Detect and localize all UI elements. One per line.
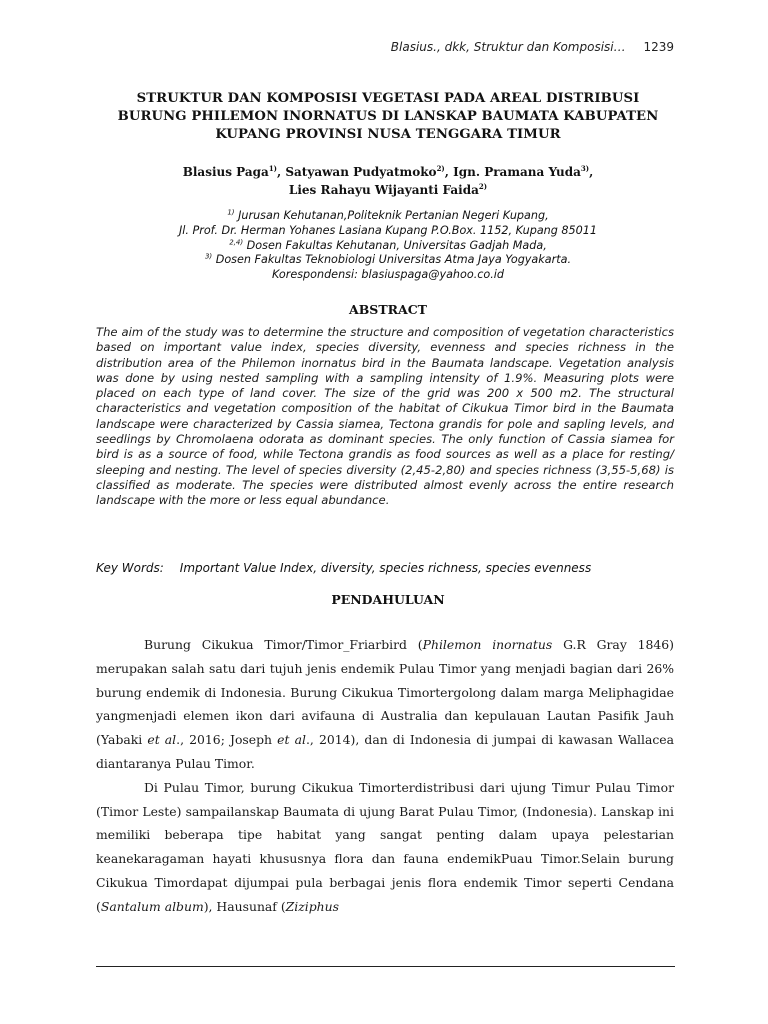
species-name: Ziziphus	[285, 898, 339, 914]
text-run: G.R Gray 1846) merupakan salah satu dari tujuh jenis endemik Pulau Timor yang menjadi bagian dari 26% burung endemik di Indonesia. Burung Cikukua Timortergolong dalam marga Meliphagidae yangmenjadi elemen ikon dari avifauna di Australia dan kepulauan Lautan Pasifik Jauh (Yabaki	[96, 637, 675, 748]
intro-body	[96, 633, 674, 919]
author-name: Lies Rahayu Wijayanti Faida	[288, 183, 479, 197]
author-mark: 2)	[478, 182, 488, 191]
author-line: Blasius Paga$^{1)}$, Satyawan Pudyatmoko$^{2)}$, Ign. Pramana Yuda$^{3)}$,	[182, 164, 594, 179]
affiliation-text: Dosen Fakultas Kehutanan, Universitas Gadjah Mada,	[246, 238, 547, 252]
title-line: STRUKTUR DAN KOMPOSISI VEGETASI PADA AREAL DISTRIBUSI	[136, 91, 640, 106]
title-line: BURUNG PHILEMON INORNATUS DI LANSKAP BAUMATA KABUPATEN	[117, 109, 659, 124]
abstract-text: The aim of the study was to determine the structure and composition of vegetation characteristics based on important value index, species diversity, evenness and species richness in the distribution area of the Philemon inornatus bird in the Baumata landscape. Vegetation analysis was done by using nested sampling with a sampling intensity of 1.9%. Measuring plots were placed on each type of land cover. The size of the grid was 200 x 500 m2. The structural characteristics and vegetation composition of the habitat of Cikukua Timor bird in the Baumata landscape were characterized by Cassia siamea, Tectona grandis for pole and sapling levels, and seedlings by Chromolaena odorata as dominant species. The only function of Cassia siamea for bird is as a source of food, while Tectona grandis as food sources as well as a place for resting/ sleeping and nesting. The level of species diversity (2,45-2,80) and species richness (3,55-5,68) is classified as moderate. The species were distributed almost evenly across the entire research landscape with the more or less equal abundance.	[96, 325, 674, 508]
affiliation-text: Jurusan Kehutanan,Politeknik Pertanian Negeri Kupang,	[238, 209, 549, 222]
intro-heading: PENDAHULUAN	[331, 592, 445, 607]
author-mark: 2)	[436, 164, 445, 173]
title-line: KUPANG PROVINSI NUSA TENGGARA TIMUR	[215, 127, 561, 142]
abstract-body	[96, 325, 674, 509]
running-head	[391, 40, 674, 54]
author-mark: 3)	[580, 164, 590, 173]
keywords	[96, 561, 674, 575]
author-name: Ign. Pramana Yuda	[453, 165, 581, 179]
intro-paragraph-1	[96, 633, 674, 776]
affiliations	[96, 209, 680, 283]
author-mark: 1)	[268, 164, 277, 173]
keywords-label: Key Words:	[96, 561, 164, 575]
affiliation-line	[96, 239, 680, 254]
page-number: 1239	[643, 40, 674, 54]
affiliation-text: Dosen Fakultas Teknobiologi Universitas Atma Jaya Yogyakarta.	[215, 253, 572, 267]
affiliation-mark: 1)	[227, 208, 235, 217]
author-name: Blasius Paga	[182, 165, 269, 179]
author-line	[96, 181, 680, 199]
correspondence-email: Korespondensi: blasiuspaga@yahoo.co.id	[271, 268, 505, 282]
running-head-text: Blasius., dkk, Struktur dan Komposisi…	[390, 40, 626, 54]
text-run: ., 2014), dan di Indonesia di jumpai di kawasan Wallacea diantaranya Pulau Timor.	[96, 732, 675, 771]
keywords-text: Important Value Index, diversity, species richness, species evenness	[179, 561, 592, 575]
text-run: Di Pulau Timor, burung Cikukua Timorterdistribusi dari ujung Timur Pulau Timor (Timor Leste) sampailanskap Baumata di ujung Barat Pulau Timor, (Indonesia). Lanskap ini memiliki beberapa tipe habitat yang sangat penting dalam upaya pelestarian keanekaragaman hayati khususnya flora dan fauna endemikPuau Timor.Selain burung Cikukua Timordapat dijumpai pula berbagai jenis flora endemik Timor seperti Cendana (	[96, 779, 674, 914]
affiliation-line	[96, 253, 680, 268]
intro-paragraph-2	[96, 776, 674, 919]
text-run: Burung Cikukua Timor/Timor_Friarbird (	[144, 637, 423, 652]
author-list	[96, 163, 680, 199]
affiliation-mark: 3)	[204, 252, 213, 261]
paper-title	[96, 90, 680, 144]
abstract-heading: ABSTRACT	[349, 302, 427, 317]
affiliation-mark: 2,4)	[229, 237, 244, 246]
footer-rule	[96, 966, 675, 967]
affiliation-line: Jl. Prof. Dr. Herman Yohanes Lasiana Kupang P.O.Box. 1152, Kupang 85011	[178, 223, 598, 237]
species-name: Santalum album	[100, 898, 204, 914]
species-name: Philemon inornatus	[422, 637, 553, 652]
author-name: Satyawan Pudyatmoko	[285, 165, 437, 179]
affiliation-line	[96, 209, 680, 224]
text-run: ), Hausunaf (	[203, 898, 286, 914]
citation-etal: et al	[147, 732, 177, 748]
citation-etal: et al	[277, 732, 306, 748]
text-run: ., 2016; Joseph	[176, 732, 278, 748]
